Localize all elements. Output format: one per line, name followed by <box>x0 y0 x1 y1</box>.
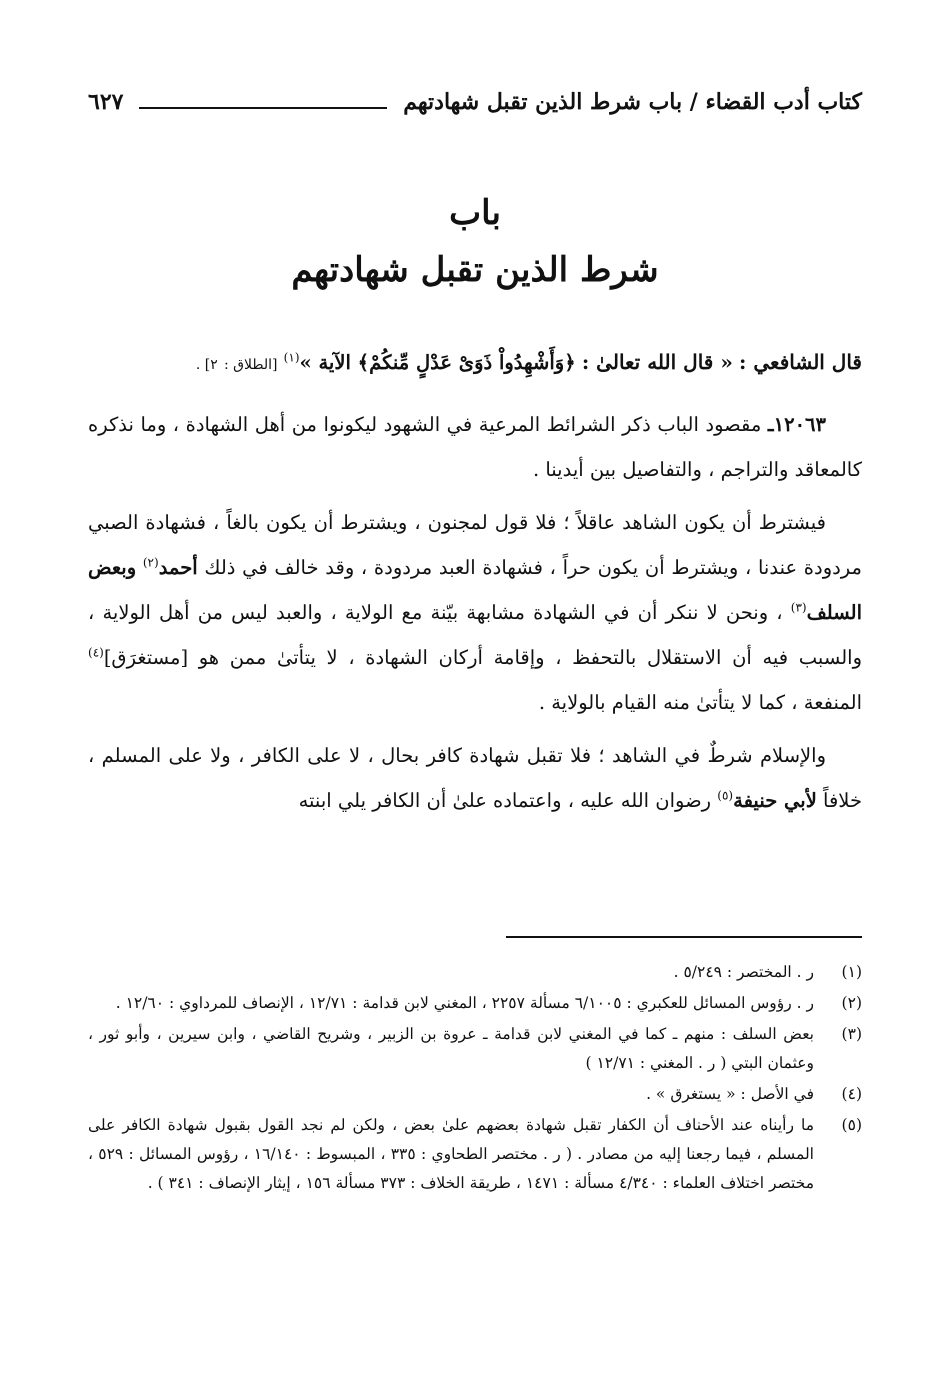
footnote-text: في الأصل : « يستغرق » . <box>646 1085 814 1103</box>
paragraph-text: فيشترط أن يكون الشاهد عاقلاً ؛ فلا قول لمجنون ، ويشترط أن يكون بالغاً ، فشهادة الصبي مردودة عندنا ، ويشترط أن يكون حراً ، فشهادة العبد مردودة ، وقد خالف في ذلك <box>88 511 863 579</box>
verse-citation-start: [الطلاق : <box>223 357 278 373</box>
paragraph-text: رضوان الله عليه ، واعتماده علىٰ أن الكافر يلي ابنته <box>298 789 712 812</box>
footnote-text: ر . المختصر : ٥/٢٤٩ . <box>673 963 814 981</box>
footnote <box>88 1111 862 1198</box>
paragraph-text: المنفعة ، كما لا يتأتىٰ منه القيام بالولاية . <box>538 691 862 714</box>
name-salaf: وبعض السلف <box>88 556 862 624</box>
paragraph-islam <box>88 733 862 823</box>
footnote-ref-2: (٢) <box>142 555 159 570</box>
section-number: ١٢٠٦٣ـ <box>767 413 826 436</box>
running-title: كتاب أدب القضاء / باب شرط الذين تقبل شهادتهم <box>403 89 862 115</box>
footnote-number: (٢) <box>841 994 862 1012</box>
page-number: ٦٢٧ <box>88 89 124 115</box>
paragraph-text: ، ونحن لا ننكر أن في الشهادة مشابهة بيّنة مع الولاية ، والعبد ليس من أهل الولاية ، والسبب فيه أن الاستقلال بالتحفظ ، وإقامة أركان الشهادة ، لا يتأتىٰ ممن هو [مستغرَق] <box>88 601 862 669</box>
footnote-ref-4: (٤) <box>88 645 104 660</box>
footnote-ref-5: (٥) <box>717 788 734 803</box>
name-ahmad: أحمد <box>158 556 198 579</box>
footnote <box>88 989 862 1018</box>
verse-citation-end: ٢] . <box>195 357 218 373</box>
footnote-number: (٣) <box>841 1025 862 1043</box>
name-abu-hanifa: لأبي حنيفة <box>733 789 817 812</box>
verse-quote: ﴿وَأَشْهِدُواْ ذَوَىْ عَدْلٍ مِّنكُمْ﴾ الآية » <box>299 351 576 374</box>
chapter-label: باب <box>449 193 501 233</box>
footnote-text: ما رأيناه عند الأحناف أن الكفار تقبل شهادة بعضهم علىٰ بعض ، ولكن لم نجد القول بقبول شهادة الكافر على المسلم ، فيما رجعنا إليه من مصادر . ( ر . مختصر الطحاوي : ٣٣٥ ، المبسوط : ١٦/١٤٠ ، رؤوس المسائل : ٥٢٩ ، مختصر اختلاف العلماء : ٤/٣٤٠ مسألة : ١٤٧١ ، طريقة الخلاف : ٣٧٣ مسألة ١٥٦ ، إيثار الإنصاف : ٣٤١ ) . <box>88 1116 814 1192</box>
footnote-number: (٤) <box>841 1085 862 1103</box>
footnote <box>88 958 862 987</box>
verse-speaker: قال الشافعي : <box>739 350 862 374</box>
paragraph-text: مقصود الباب ذكر الشرائط المرعية في الشهود ليكونوا من أهل الشهادة ، وما نذكره كالمعاقد والتراجم ، والتفاصيل بين أيدينا . <box>88 413 862 481</box>
footnote-text: بعض السلف : منهم ـ كما في المغني لابن قدامة ـ عروة بن الزبير ، وشريح القاضي ، وابن سيرين ، وأبو ثور ، وعثمان البتي ( ر . المغني : ١٢/٧١ ) <box>88 1025 814 1072</box>
header-rule <box>139 107 387 109</box>
footnote-separator <box>506 936 862 938</box>
paragraph-text: والإسلام شرطٌ في الشاهد ؛ فلا تقبل شهادة كافر بحال ، لا على الكافر ، ولا على المسلم ، خلافاً <box>88 744 862 812</box>
footnotes <box>88 958 862 1200</box>
footnote-ref-1: (١) <box>283 350 300 365</box>
footnote-text: ر . رؤوس المسائل للعكبري : ٦/١٠٠٥ مسألة ٢٢٥٧ ، المغني لابن قدامة : ١٢/٧١ ، الإنصاف للمرداوي : ١٢/٦٠ . <box>115 994 814 1012</box>
footnote <box>88 1020 862 1078</box>
paragraph-12063 <box>88 402 862 492</box>
verse-quote-intro: « قال الله تعالىٰ : <box>581 350 733 374</box>
footnote-ref-3: (٣) <box>790 600 807 615</box>
footnote-number: (١) <box>841 963 862 981</box>
footnote <box>88 1080 862 1109</box>
running-header <box>88 82 862 122</box>
body-text <box>88 340 862 831</box>
footnote-number: (٥) <box>841 1116 862 1134</box>
paragraph-conditions <box>88 500 862 725</box>
chapter-heading <box>88 186 862 300</box>
chapter-title: شرط الذين تقبل شهادتهم <box>291 250 659 290</box>
verse-paragraph <box>88 340 862 388</box>
